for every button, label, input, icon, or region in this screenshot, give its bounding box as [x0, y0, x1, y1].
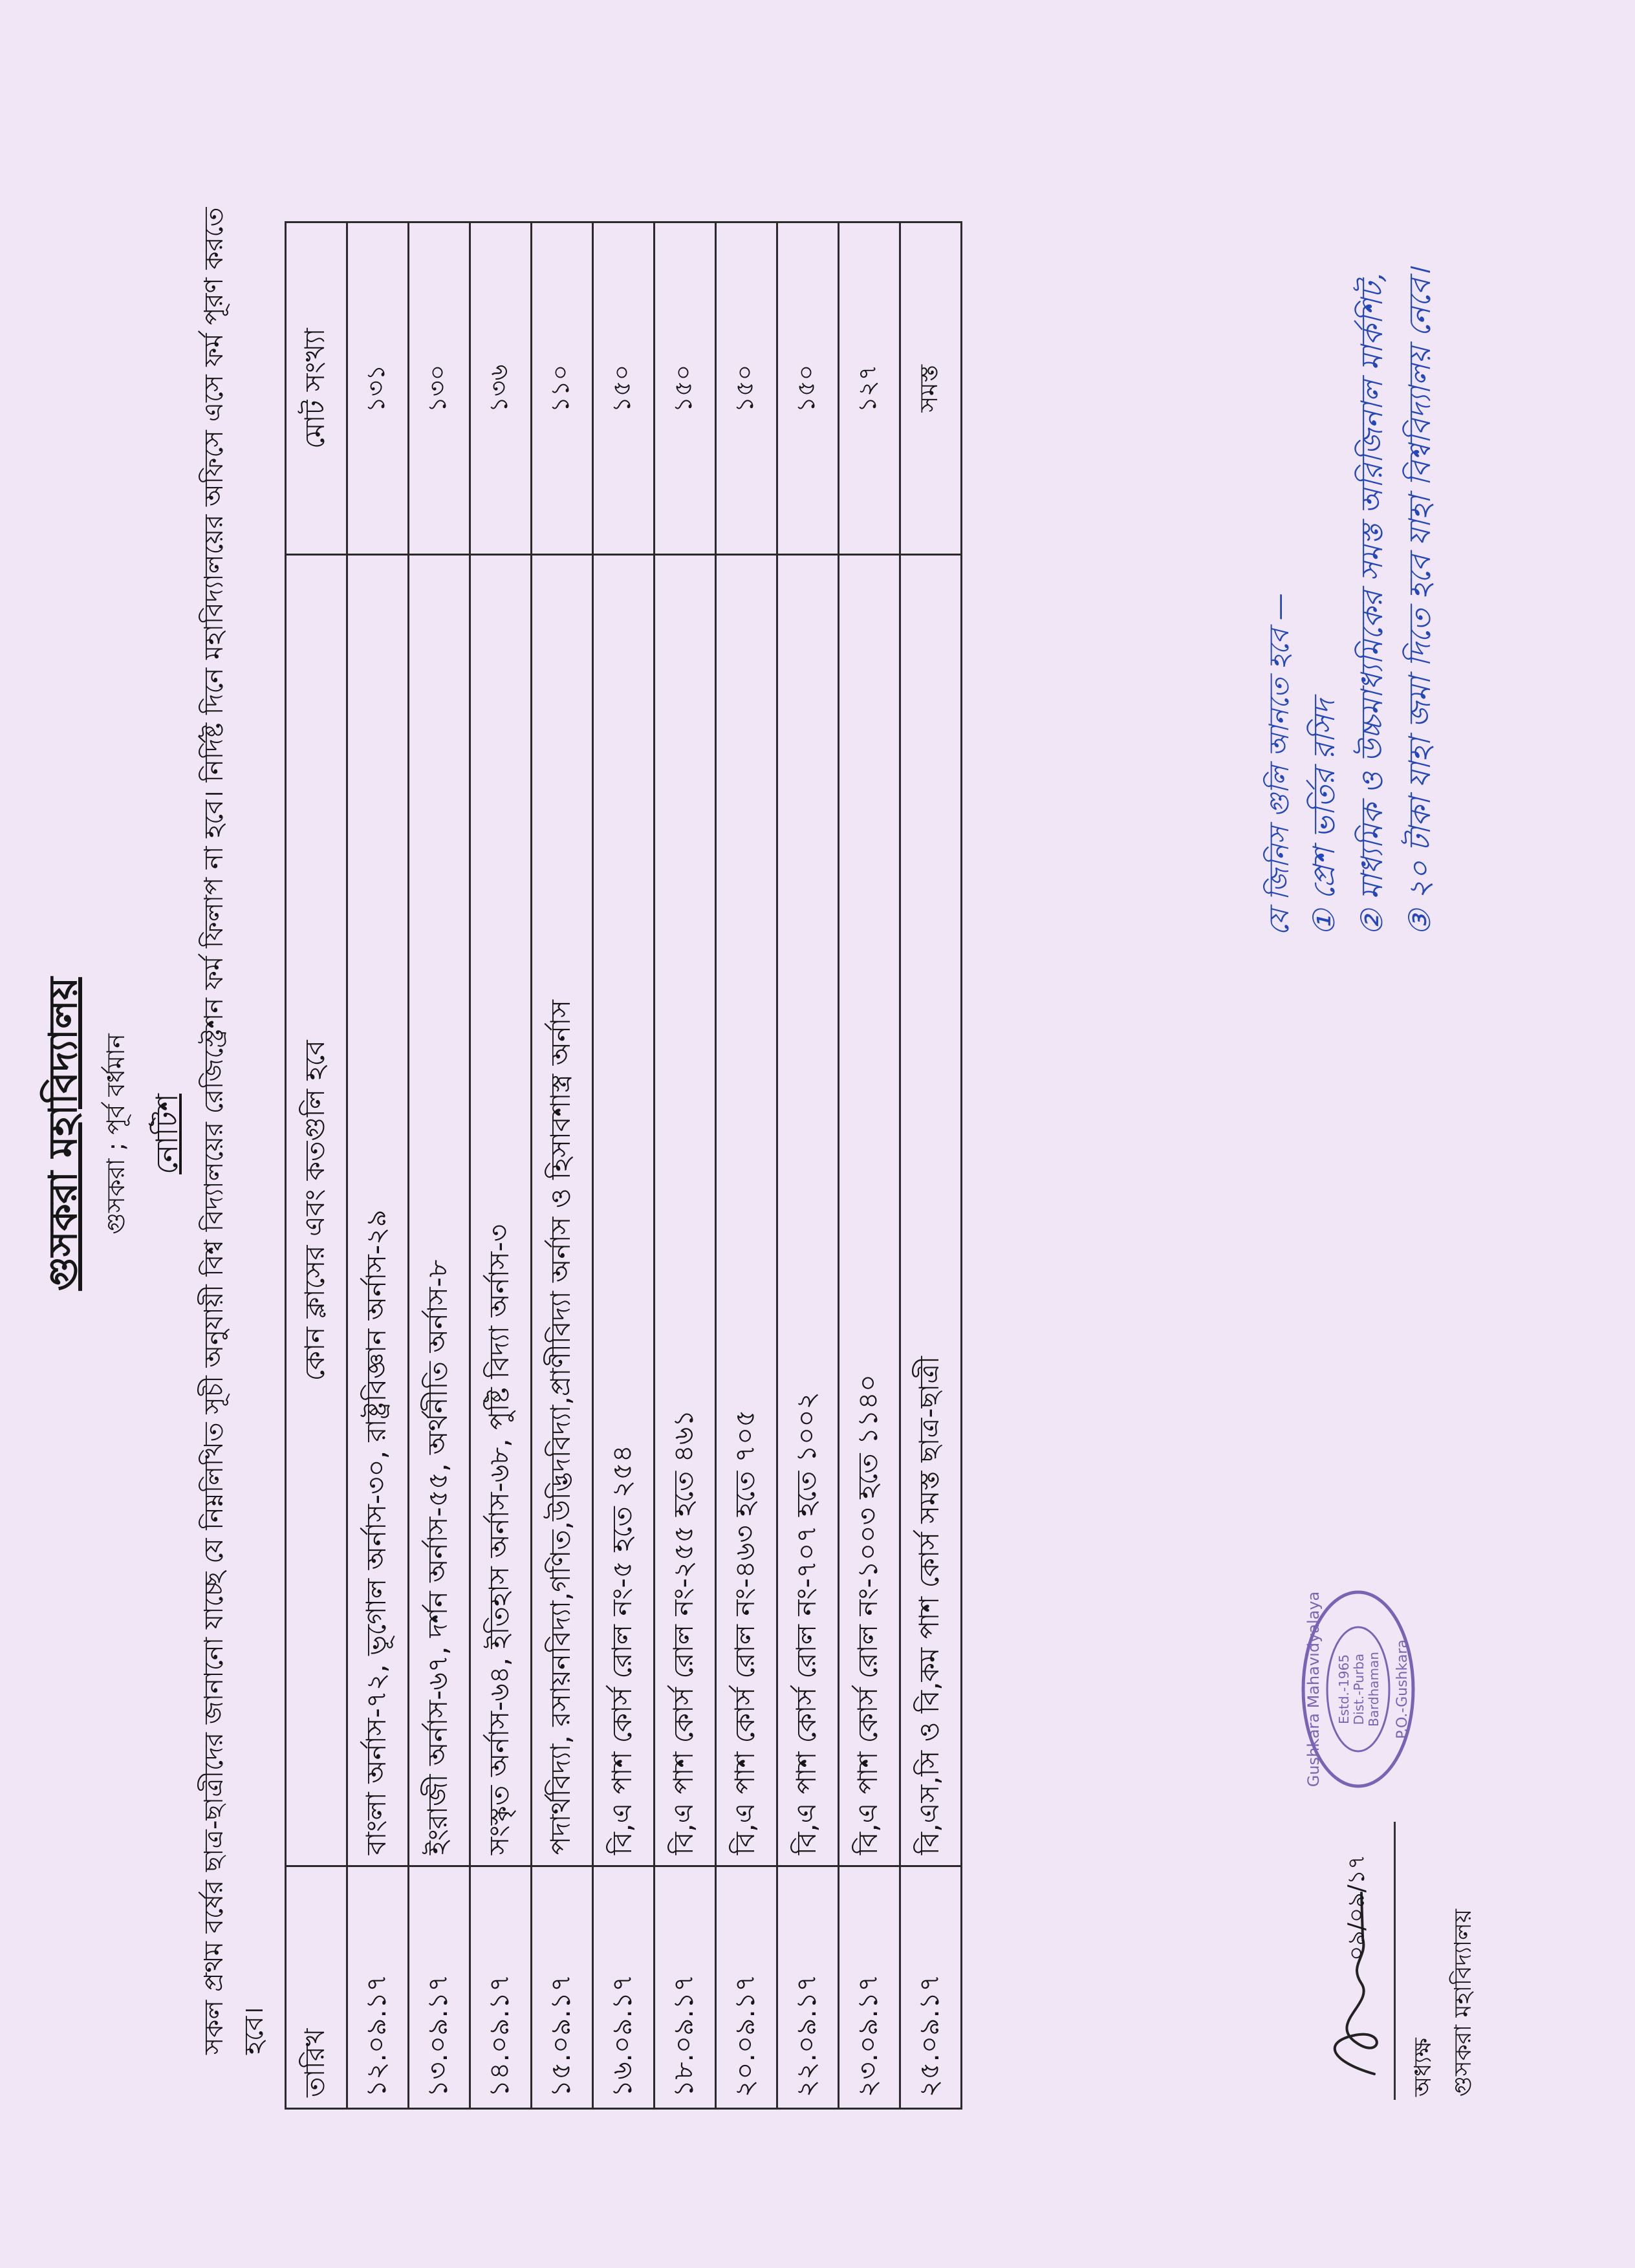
table-row	[409, 222, 470, 2109]
stamp-top-text: Gushkara Mahavidyalaya	[1305, 1591, 1323, 1787]
stamp-line-1: Estd.-1965	[1336, 1654, 1352, 1725]
table-row	[470, 222, 532, 2109]
table-row	[532, 222, 593, 2109]
handwritten-checklist	[1300, 268, 1444, 936]
checklist-item: ③ ২০ টাকা যাহা জমা দিতে হবে যাহা বিশ্ববিদ্যালয় নেবে।	[1402, 268, 1437, 936]
college-name-title: গুসকরা মহাবিদ্যালয়	[41, 977, 86, 1291]
table-row	[777, 222, 839, 2109]
row-count: ১৫০	[716, 222, 777, 555]
row-count: ১৩৬	[470, 222, 532, 555]
principal-block	[1403, 1909, 1484, 2097]
row-date: ১৮.০৯.১৭	[655, 1866, 716, 2109]
row-date: ২৩.০৯.১৭	[839, 1866, 900, 2109]
row-date: ২২.০৯.১৭	[777, 1866, 839, 2109]
row-detail: পদার্থবিদ্যা, রসায়নবিদ্যা,গণিত,উদ্ভিদবিদ্যা,প্রাণীবিদ্যা অর্নাস ও হিসাবশাস্ত্র অর্নাস	[532, 555, 593, 1866]
row-detail: সংস্কৃত অর্নাস-৬৪, ইতিহাস অর্নাস-৬৮, পুষ্টি বিদ্যা অর্নাস-৩	[470, 555, 532, 1866]
header-class-detail: কোন ক্লাসের এবং কতগুলি হবে	[286, 555, 347, 1866]
table-row	[716, 222, 777, 2109]
college-address: গুসকরা ; পূর্ব বর্ধমান	[102, 1033, 130, 1235]
row-date: ১৪.০৯.১৭	[470, 1866, 532, 2109]
row-date: ২০.০৯.১৭	[716, 1866, 777, 2109]
notice-heading: নোটিশ	[149, 1094, 184, 1174]
row-detail: বি,এ পাশ কোর্স রোল নং-১০০৩ হতে ১১৪০	[839, 555, 900, 1866]
row-date: ২৫.০৯.১৭	[900, 1866, 962, 2109]
row-count: ১৩১	[347, 222, 409, 555]
row-count: ১৩০	[409, 222, 470, 555]
row-count: ১১০	[532, 222, 593, 555]
signature-line	[1394, 1822, 1396, 2100]
row-date: ১৩.০৯.১৭	[409, 1866, 470, 2109]
table-row	[593, 222, 655, 2109]
checklist-item: ② মাধ্যমিক ও উচ্চমাধ্যমিকের সমস্ত অরিজিনাল মার্কশিট,	[1354, 273, 1389, 936]
table-row	[347, 222, 409, 2109]
row-detail: বি,এ পাশ কোর্স রোল নং-৭০৭ হতে ১০০২	[777, 555, 839, 1866]
signature-date: ০৯/০৯/১৭	[1343, 1854, 1370, 1961]
row-date: ১৬.০৯.১৭	[593, 1866, 655, 2109]
table-header-row	[286, 222, 347, 2109]
row-detail: বি,এ পাশ কোর্স রোল নং-২৫৫ হতে ৪৬১	[655, 555, 716, 1866]
row-detail: বি,এস,সি ও বি,কম পাশ কোর্স সমস্ত ছাত্র-ছাত্রী	[900, 555, 962, 1866]
row-count: ১৫০	[593, 222, 655, 555]
handwritten-heading: যে জিনিস গুলি আনতে হবে —	[1263, 593, 1295, 936]
principal-designation: অধ্যক্ষ	[1410, 2038, 1436, 2097]
table-row	[900, 222, 962, 2109]
principal-institution: গুসকরা মহাবিদ্যালয়	[1450, 1908, 1477, 2097]
header-date: তারিখ	[286, 1866, 347, 2109]
row-date: ১২.০৯.১৭	[347, 1866, 409, 2109]
header-total-count: মোট সংখ্যা	[286, 222, 347, 555]
table-row	[655, 222, 716, 2109]
row-count: সমস্ত	[900, 222, 962, 555]
row-detail: ইংরাজী অর্নাস-৬৭, দর্শন অর্নাস-৫৫, অর্থনীতি অর্নাস-৮	[409, 555, 470, 1866]
row-detail: বাংলা অর্নাস-৭২, ভূগোল অর্নাস-৩০, রাষ্ট্রবিজ্ঞান অর্নাস-২৯	[347, 555, 409, 1866]
row-count: ১৫০	[777, 222, 839, 555]
row-detail: বি,এ পাশ কোর্স রোল নং-৫ হতে ২৫৪	[593, 555, 655, 1866]
stamp-bottom-text: P.O.-Gushkara	[1394, 1639, 1411, 1739]
row-date: ১৫.০৯.১৭	[532, 1866, 593, 2109]
notice-intro-text: সকল প্রথম বর্ষের ছাত্র-ছাত্রীদের জানানো যাচ্ছে যে নিম্নলিখিত সূচী অনুযায়ী বিশ্ব বিদ্যালয়ের রেজিস্ট্রেশন ফর্ম ফিলাপ না হবে। নির্দিষ্ট দিনে মহাবিদ্যালয়ের অফিসে এসে ফর্ম পূরণ করতে হবে।	[199, 207, 269, 2055]
checklist-item: ① প্রেশ ভর্তির রসিদ	[1306, 699, 1341, 936]
college-seal-stamp	[1297, 1586, 1420, 1793]
registration-schedule-table	[285, 221, 962, 2110]
row-detail: বি,এ পাশ কোর্স রোল নং-৪৬৩ হতে ৭০৫	[716, 555, 777, 1866]
table-row	[839, 222, 900, 2109]
row-count: ১২৭	[839, 222, 900, 555]
stamp-line-2: Dist.-Purba	[1351, 1653, 1367, 1725]
stamp-line-3: Bardhaman	[1366, 1652, 1381, 1727]
row-count: ১৫০	[655, 222, 716, 555]
